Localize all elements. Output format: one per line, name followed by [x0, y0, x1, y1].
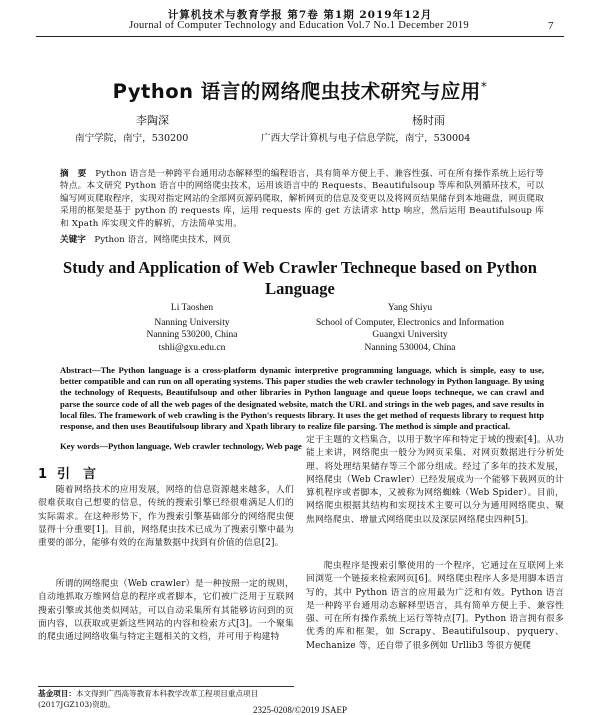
page-number: 7: [548, 20, 554, 32]
keywords-cn: [60, 233, 231, 245]
body-paragraph: 随着网络技术的应用发展，网络的信息资源越来越多，人们很难获取自己想要的信息，传统的搜索引擎已经很难满足人们的实际需求。在这种形势下，作为搜索引擎基础部分的网络爬虫便显得十分重要[1]。目前，网络爬虫技术已成为了搜索引擎中最为重要的部分，能够有效的在海量数据中找到有价值的信息[2]。: [38, 485, 294, 549]
right-column-para-2: [306, 560, 564, 653]
author-cn-2: 杨时雨: [412, 114, 445, 127]
author-en-2: [280, 302, 540, 354]
body-paragraph: 爬虫程序是搜索引擎使用的一个程序，它通过在互联网上来回浏览一个链接来检索网页[6]。网络爬虫程序人多是用脚本语言写的，其中 Python 语言的应用最为广泛和有效。Python 语言是一种跨平台通用动态解释型语言，具有简单方便上手、兼容性强、可在所有操作系统上运行等特点[7]。Python 语言拥有很多优秀的库和框架，如 Scrapy、Beautifulsoup、pyquery、Mechanize 等，还自带了很多例如 Urllib3 等很方便爬: [306, 561, 564, 651]
title-star: *: [480, 79, 488, 94]
paper-title-cn: [0, 76, 600, 104]
body-paragraph: 所谓的网络爬虫（Web crawler）是一种按照一定的规则，自动地抓取万维网信息的程序或者脚本，它们被广泛用于互联网搜索引擎或其他类似网站，可以自动采集所有其能够访问到的页面内容，以获取或更新这些网站的内容和检索方式[3]。一个聚集的爬虫通过网络收集与特定主题相关的文档，并可用于构建特: [38, 579, 294, 643]
left-column-para-1: [38, 484, 294, 550]
footnote-rule: [38, 686, 294, 687]
author-en-1-name: Li Taoshen: [170, 303, 214, 313]
author-en-2-name: Yang Shiyu: [387, 303, 433, 313]
abstract-en: Abstract—The Python language is a cross-platform dynamic interpretive programming language, which is simple, easy to use, better compatible and can run on all operating systems. This paper studies the web crawler technology in Python language. By using the technology of Requests, Beautifulsoup and other libraries in Python language and queue loops techneque, we can crawl and parse the source code of all the web pages of the designated website, match the URL and strings in the web pages, and save results in local files. The framework of web crawling is the Python's requests library. It uses the get method of requests library to request http response, and then uses Beautifulsoup library and Xpath library to realize file parsing. The method is simple and practical.: [60, 365, 544, 432]
abstract-cn: [60, 168, 544, 230]
abstract-cn-text: Python 语言是一种跨平台通用动态解释型的编程语言，具有简单方便上手、兼容性强、可在所有操作系统上运行等特点。本文研究 Python 语言中的网络爬虫技术，运用该语言中的 Requests、Beautifulsoup 等库和队列循环技术，可以编写网页爬取程序，实现对指定网站的全部网页源码爬取，解析网页的信息及变更以及将网页结果储存到本地磁盘，网页爬取采用的框架是基于 python 的 requests 库，运用 requests 库的 get 方法请求 http 响应，然后运用 Beautifulsoup 库和 Xpath 库实现文件的解析，方法简单实用。: [60, 169, 545, 229]
section-1-heading: [38, 463, 106, 482]
body-paragraph: 定于主题的文档集合，以用于数字库和特定于域的搜索[4]。从功能上来讲，网络爬虫一般分为网页采集、对网页数据进行分析处理、将处理结果储存等三个部分组成。经过了多年的技术发展，网络爬虫（Web Crawler）已经发展成为一个能够下载网页的计算机程序或者脚本，又被称为网络蜘蛛（Web Spider）。目前，网络爬虫根据其结构和实现技术主要可以分为通用网络爬虫、聚焦网络爬虫、增量式网络爬虫以及深层网络爬虫四种[5]。: [306, 435, 564, 525]
keywords-cn-text: Python 语言，网络爬虫技术，网页: [94, 235, 231, 245]
section-1-title: 引 言: [57, 467, 97, 482]
journal-header-en: Journal of Computer Technology and Education Vol.7 No.1 December 2019: [129, 20, 469, 31]
author-en-1: [132, 302, 252, 354]
keywords-cn-label: 关键字: [60, 235, 86, 245]
author-en-2-univ: Guangxi University: [372, 330, 448, 341]
author-en-2-affil: School of Computer, Electronics and Information: [316, 318, 504, 329]
footnote-label: 基金项目：: [38, 689, 76, 698]
author-cn-1: 李陶深: [136, 114, 169, 127]
abstract-cn-label: 摘 要: [60, 169, 87, 179]
author-en-1-email: tshli@gxu.edu.cn: [158, 342, 226, 353]
footnote-text: 本文得到广西高等教育本科教学改革工程项目重点项目(2017JGZ103)资助。: [38, 689, 259, 709]
keywords-en: Key words—Python language, Web crawler technology, Web page: [60, 441, 302, 451]
section-1-number: 1: [38, 467, 48, 482]
journal-header-cn: 计算机技术与教育学报 第7卷 第1期 2019年12月: [167, 9, 433, 21]
header-rule: [36, 36, 564, 37]
affiliation-cn-1: 南宁学院，南宁，530200: [75, 133, 189, 144]
right-column-para-1: [306, 434, 564, 527]
affiliation-cn-2: 广西大学计算机与电子信息学院，南宁，530004: [261, 133, 471, 144]
left-column-para-2: [38, 578, 294, 644]
author-en-1-affil: Nanning University: [154, 318, 230, 329]
author-en-1-city: Nanning 530200, China: [146, 330, 238, 341]
paper-title-en: Study and Application of Web Crawler Techneque based on Python Language: [63, 258, 537, 298]
issn-line: 2325-0208/©2019 JSAEP: [252, 705, 348, 715]
title-cn-text: Python 语言的网络爬虫技术研究与应用: [112, 80, 481, 103]
author-en-2-city: Nanning 530004, China: [364, 342, 456, 353]
